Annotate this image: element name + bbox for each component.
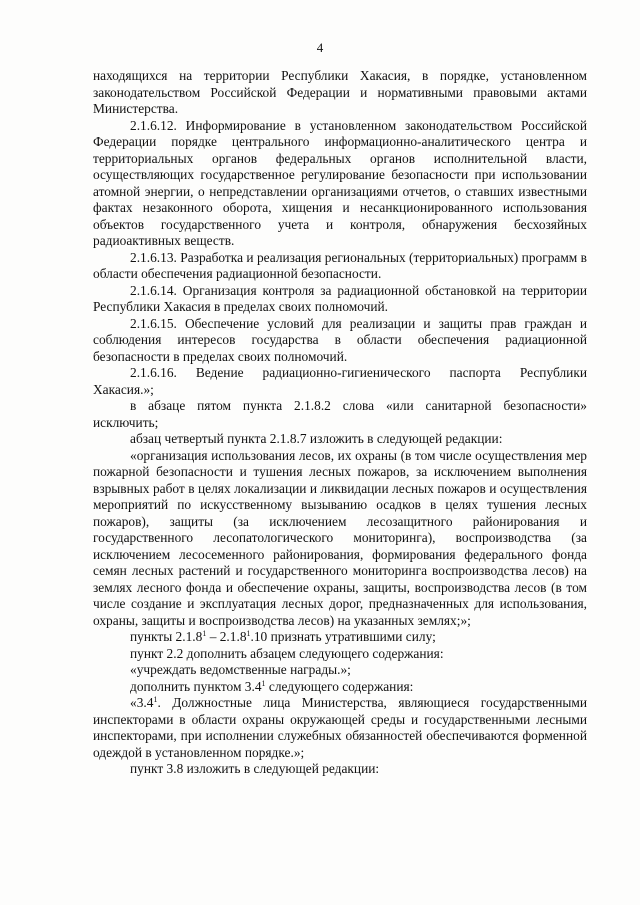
paragraph-forest-use-quote: «организация использования лесов, их охраны (в том числе осуществления мер пожарной безопасности и тушения лесных пожаров, за исключением выполнения взрывных работ в целях локализации и ликвидации лесных пожаров и осуществления мероприятий по искусственному вызыванию осадков в целях тушения лесных пожаров), защиты (за исключением лесозащитного районирования и государственного лесопатологического мониторинга), воспроизводства (за исключением лесосеменного районирования, формирования федерального фонда семян лесных растений и государственного мониторинга воспроизводства лесов) на землях лесного фонда и обеспечение охраны, защиты, воспроизводства лесов (в том числе создание и эксплуатация лесных дорог, предназначенных для использования, охраны, защиты и воспроизводства лесов) на указанных землях;»; [93, 447, 587, 628]
superscript: 1 [202, 629, 207, 638]
paragraph-awards-quote: «учреждать ведомственные награды.»; [130, 662, 351, 677]
text-run: . Должностные лица Министерства, являющиеся государственными инспекторами в области охраны окружающей среды и государственными лесными инспекторами, при исполнении служебных обязанностей обеспечиваются форменной одеждой в установленном порядке.»; [93, 695, 587, 760]
text-run: пункты 2.1.8 [130, 629, 203, 644]
paragraph-2-1-6-15: 2.1.6.15. Обеспечение условий для реализации и защиты прав граждан и соблюдения интересов государства в области обеспечения радиационной безопасности в пределах своих полномочий. [93, 315, 587, 364]
superscript: 1 [246, 629, 251, 638]
paragraph-2-1-6-13: 2.1.6.13. Разработка и реализация региональных (территориальных) программ в области обеспечения радиационной безопасности. [93, 249, 587, 281]
paragraph-continuation: находящихся на территории Республики Хакасия, в порядке, установленном законодательством Российской Федерации и нормативными правовыми актами Министерства. [93, 68, 587, 116]
text-run: – 2.1.8 [206, 629, 247, 644]
page-number: 4 [316, 40, 324, 55]
paragraph-3-4-1-quote [93, 695, 587, 761]
paragraph-amend-3-8: пункт 3.8 изложить в следующей редакции: [130, 761, 380, 776]
text-run: .10 признать утратившими силу; [250, 629, 436, 644]
paragraph-2-1-6-12: 2.1.6.12. Информирование в установленном законодательством Российской Федерации порядке центрального информационно-аналитического центра и территориальных органов федеральных органов исполнительной власти, осуществляющих государственное регулирование безопасности при использовании атомной энергии, о непредставлении организациями отчетов, о ставших известными фактах незаконного оборота, хищения и несанкционированного использования объектов государственного учета и контроля, обнаружения бесхозяйных радиоактивных веществ. [93, 117, 587, 248]
text-run: «3.4 [130, 695, 154, 710]
paragraph-add-3-4-1 [93, 679, 587, 696]
paragraph-amend-2-2: пункт 2.2 дополнить абзацем следующего содержания: [130, 645, 444, 661]
paragraph-amend-2-1-8-2: в абзаце пятом пункта 2.1.8.2 слова «или санитарной безопасности» исключить; [93, 398, 587, 430]
paragraph-amend-2-1-8-7: абзац четвертый пункта 2.1.8.7 изложить в следующей редакции: [130, 431, 503, 446]
text-run: дополнить пунктом 3.4 [130, 678, 262, 694]
paragraph-2-1-6-14: 2.1.6.14. Организация контроля за радиационной обстановкой на территории Республики Хакасия в пределах своих полномочий. [93, 282, 587, 314]
paragraph-2-1-6-16: 2.1.6.16. Ведение радиационно-гигиенического паспорта Республики Хакасия.»; [93, 365, 587, 397]
document-body [93, 68, 587, 778]
paragraph-points-void [93, 629, 587, 646]
superscript: 1 [261, 678, 266, 688]
superscript: 1 [153, 695, 158, 704]
text-run: следующего содержания: [265, 678, 414, 694]
